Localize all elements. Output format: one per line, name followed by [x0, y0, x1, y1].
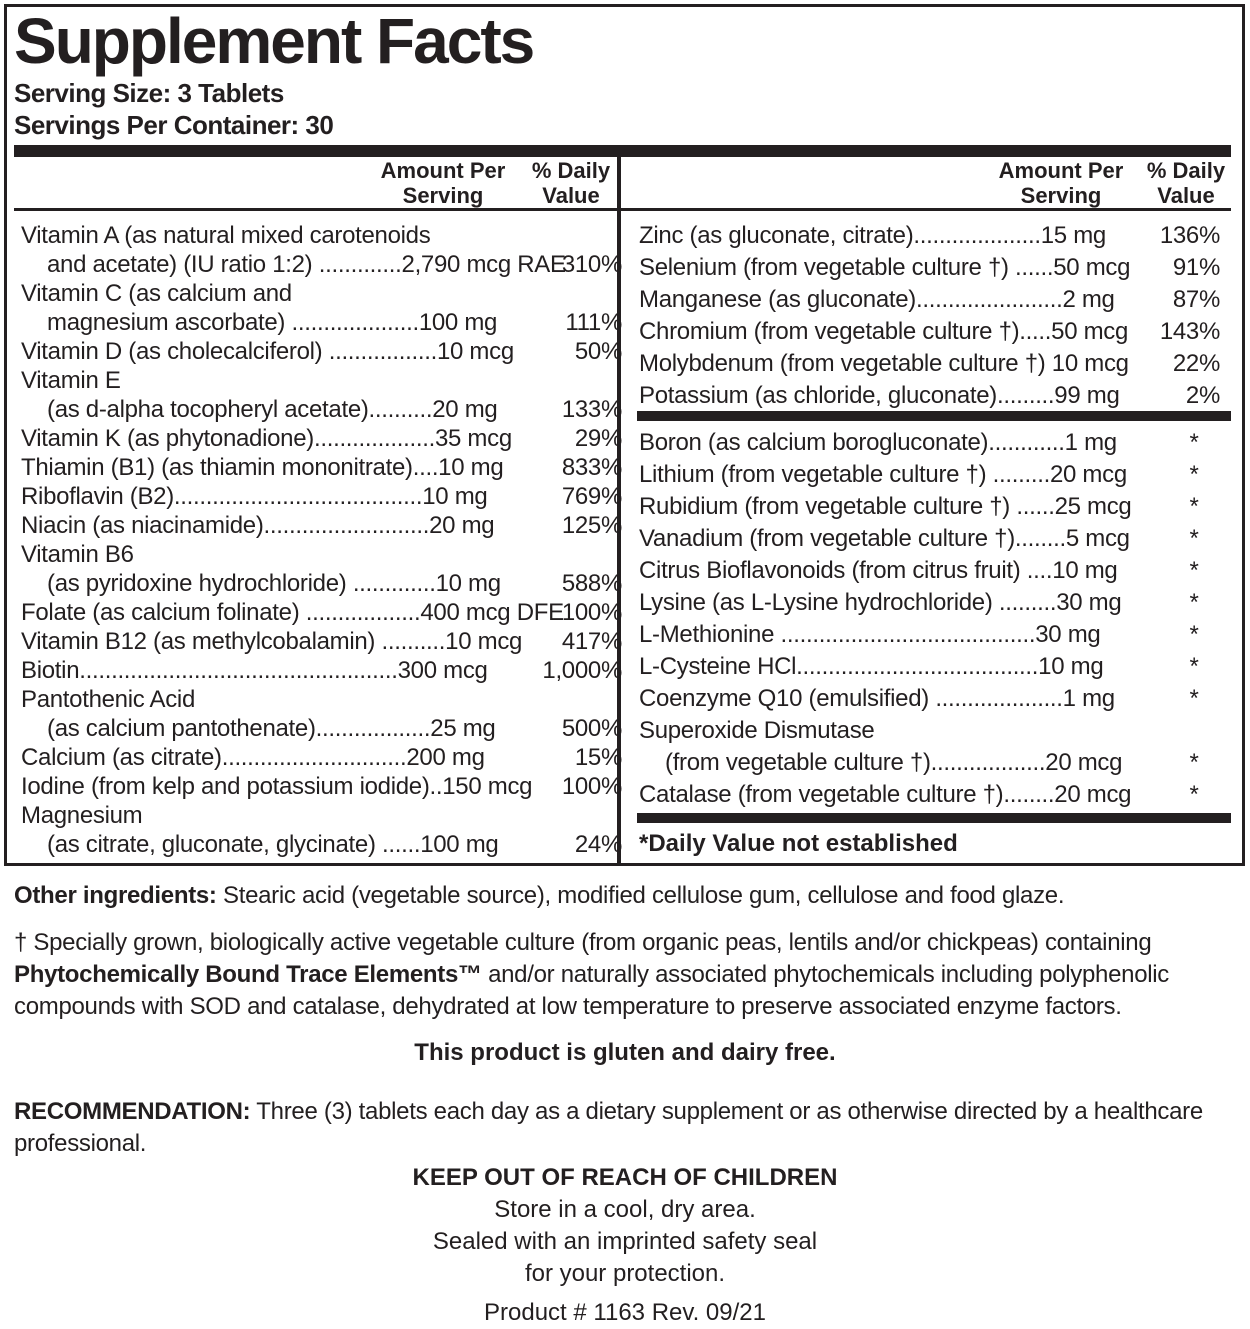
other-nutrient-daily-value: * — [1189, 653, 1199, 680]
left-nutrient-row — [21, 628, 622, 656]
other-nutrient-daily-value: * — [1189, 621, 1199, 648]
left-nutrient-name: Vitamin B12 (as methylcobalamin) ..........10 mcg — [21, 628, 523, 655]
right-mid-rule — [637, 411, 1231, 421]
other-nutrient-daily-value: * — [1189, 781, 1199, 808]
other-nutrient-daily-value: * — [1189, 685, 1199, 712]
other-nutrient-daily-value: * — [1189, 493, 1199, 520]
left-nutrient-name: Riboflavin (B2).......................................10 mg — [21, 483, 488, 510]
other-nutrient-name: Boron (as calcium borogluconate)............1 mg — [639, 429, 1117, 456]
left-nutrient-daily-value: 100% — [561, 599, 622, 626]
other-nutrient-row — [639, 525, 1229, 553]
left-nutrient-row — [21, 657, 622, 685]
left-nutrient-row — [21, 454, 622, 482]
other-nutrient-name: Coenzyme Q10 (emulsified) ....................1 mg — [639, 685, 1115, 712]
other-nutrient-daily-value: * — [1189, 589, 1199, 616]
servings-per-container: Servings Per Container: 30 — [14, 110, 334, 140]
left-nutrient-daily-value: 29% — [574, 425, 622, 452]
other-nutrient-row — [639, 621, 1229, 649]
serving-size: Serving Size: 3 Tablets — [14, 78, 284, 108]
other-ingredients-text: Stearic acid (vegetable source), modified cellulose gum, cellulose and food glaze. — [216, 882, 1065, 909]
left-nutrient-name: Vitamin E — [21, 367, 121, 394]
left-nutrient-daily-value: 500% — [561, 715, 622, 742]
left-nutrient-row — [21, 686, 622, 742]
left-dv-header: % Daily Value — [531, 158, 611, 208]
daily-value-note: *Daily Value not established — [639, 830, 958, 857]
recommendation-text: Three (3) tablets each day as a dietary supplement or as otherwise directed by a healthcare professional. — [14, 1098, 1203, 1157]
other-nutrient-row — [639, 429, 1229, 457]
left-nutrient-row — [21, 280, 622, 336]
other-nutrient-row — [639, 589, 1229, 617]
other-nutrient-daily-value: * — [1189, 525, 1199, 552]
right-nutrient-row — [639, 382, 1229, 410]
left-nutrient-daily-value: 100% — [561, 773, 622, 800]
other-nutrient-name: Superoxide Dismutase — [639, 717, 875, 744]
other-nutrient-name: Vanadium (from vegetable culture †)........5 mcg — [639, 525, 1130, 552]
other-ingredients-label: Other ingredients: — [14, 882, 217, 909]
other-nutrient-row — [639, 781, 1229, 809]
left-nutrient-name: Vitamin A (as natural mixed carotenoids — [21, 222, 431, 249]
panel-title: Supplement Facts — [14, 5, 534, 77]
left-nutrient-detail: (as citrate, gluconate, glycinate) ......100 mg — [47, 831, 499, 858]
other-nutrient-daily-value: * — [1189, 429, 1199, 456]
left-nutrient-row — [21, 222, 622, 278]
left-nutrient-detail: magnesium ascorbate) ....................100 mg — [47, 309, 498, 336]
gluten-dairy-free-note: This product is gluten and dairy free. — [414, 1039, 836, 1066]
right-nutrient-name: Manganese (as gluconate).......................2 mg — [639, 286, 1115, 313]
left-amount-header: Amount Per Serving — [380, 158, 506, 208]
other-nutrient-name: Citrus Bioflavonoids (from citrus fruit) ....10 mg — [639, 557, 1118, 584]
right-nutrient-daily-value: 91% — [1172, 254, 1220, 281]
dagger-footnote-part2: and/or naturally associated phytochemicals including polyphenolic compounds with SOD and catalase, dehydrated at low temperature to preserve associated enzyme factors. — [14, 961, 1170, 1020]
left-nutrient-detail: (as calcium pantothenate)..................25 mg — [47, 715, 496, 742]
left-nutrient-name: Vitamin C (as calcium and — [21, 280, 292, 307]
right-bottom-rule — [637, 813, 1231, 823]
left-nutrient-daily-value: 417% — [561, 628, 622, 655]
dagger-footnote — [14, 927, 1239, 1023]
other-nutrient-detail: (from vegetable culture †)..................20 mcg — [665, 749, 1123, 776]
right-amount-header: Amount Per Serving — [998, 158, 1124, 208]
left-nutrient-row — [21, 483, 622, 511]
right-dv-header: % Daily Value — [1146, 158, 1226, 208]
left-nutrient-name: Thiamin (B1) (as thiamin mononitrate)....10 mg — [21, 454, 504, 481]
left-nutrient-detail: and acetate) (IU ratio 1:2) .............2,790 mcg RAE — [47, 251, 566, 278]
storage-line-2: Sealed with an imprinted safety seal — [432, 1228, 818, 1255]
left-nutrient-daily-value: 24% — [574, 831, 622, 858]
left-nutrient-name: Iodine (from kelp and potassium iodide)..150 mcg — [21, 773, 533, 800]
right-nutrient-daily-value: 143% — [1159, 318, 1220, 345]
other-nutrient-row — [639, 653, 1229, 681]
other-ingredients — [14, 880, 1239, 912]
storage-line-1: Store in a cool, dry area. — [494, 1196, 756, 1223]
left-nutrient-daily-value: 833% — [561, 454, 622, 481]
recommendation — [14, 1096, 1239, 1160]
other-nutrient-row — [639, 461, 1229, 489]
right-nutrient-row — [639, 350, 1229, 378]
other-nutrient-name: Lithium (from vegetable culture †) .........20 mcg — [639, 461, 1127, 488]
left-nutrient-daily-value: 769% — [561, 483, 622, 510]
right-nutrient-row — [639, 286, 1229, 314]
left-nutrient-name: Biotin..................................................300 mcg — [21, 657, 488, 684]
left-nutrient-name: Vitamin B6 — [21, 541, 134, 568]
other-nutrient-name: Rubidium (from vegetable culture †) ......25 mcg — [639, 493, 1132, 520]
left-nutrient-daily-value: 588% — [561, 570, 622, 597]
left-nutrient-row — [21, 541, 622, 597]
other-nutrient-daily-value: * — [1189, 461, 1199, 488]
left-nutrient-daily-value: 15% — [574, 744, 622, 771]
right-nutrient-name: Zinc (as gluconate, citrate)....................15 mg — [639, 222, 1106, 249]
right-nutrient-daily-value: 22% — [1172, 350, 1220, 377]
left-nutrient-row — [21, 773, 622, 801]
left-nutrient-daily-value: 1,000% — [542, 657, 622, 684]
other-nutrient-name: Catalase (from vegetable culture †)........20 mcg — [639, 781, 1132, 808]
right-header-rule — [621, 208, 1231, 211]
other-nutrient-row — [639, 557, 1229, 585]
left-nutrient-row — [21, 599, 622, 627]
left-nutrient-detail: (as pyridoxine hydrochloride) .............10 mg — [47, 570, 501, 597]
recommendation-label: RECOMMENDATION: — [14, 1098, 251, 1125]
right-nutrient-daily-value: 136% — [1159, 222, 1220, 249]
right-nutrient-row — [639, 318, 1229, 346]
right-nutrient-daily-value: 2% — [1185, 382, 1220, 409]
left-nutrient-name: Vitamin K (as phytonadione)...................35 mcg — [21, 425, 512, 452]
left-nutrient-row — [21, 367, 622, 423]
dagger-footnote-bold: Phytochemically Bound Trace Elements™ — [14, 961, 482, 988]
left-nutrient-row — [21, 802, 622, 858]
other-nutrient-name: Lysine (as L-Lysine hydrochloride) .........30 mg — [639, 589, 1122, 616]
right-nutrient-name: Selenium (from vegetable culture †) ......50 mcg — [639, 254, 1131, 281]
left-nutrient-name: Calcium (as citrate).............................200 mg — [21, 744, 485, 771]
other-nutrient-daily-value: * — [1189, 749, 1199, 776]
left-nutrient-name: Niacin (as niacinamide)..........................20 mg — [21, 512, 495, 539]
other-nutrient-row — [639, 685, 1229, 713]
left-nutrient-row — [21, 744, 622, 772]
left-nutrient-row — [21, 338, 622, 366]
left-nutrient-row — [21, 425, 622, 453]
left-nutrient-row — [21, 512, 622, 540]
header-thick-rule — [14, 145, 1231, 157]
other-nutrient-name: L-Methionine ........................................30 mg — [639, 621, 1101, 648]
left-nutrient-detail: (as d-alpha tocopheryl acetate)..........20 mg — [47, 396, 498, 423]
left-header-rule — [14, 208, 617, 211]
left-nutrient-daily-value: 111% — [565, 309, 622, 336]
right-nutrient-name: Potassium (as chloride, gluconate).........99 mg — [639, 382, 1120, 409]
left-nutrient-daily-value: 133% — [561, 396, 622, 423]
dagger-footnote-part1: † Specially grown, biologically active vegetable culture (from organic peas, lentils and/or chickpeas) containing — [14, 929, 1152, 956]
storage-line-3: for your protection. — [524, 1260, 726, 1287]
other-nutrient-row — [639, 493, 1229, 521]
right-nutrient-name: Chromium (from vegetable culture †).....50 mcg — [639, 318, 1129, 345]
left-nutrient-name: Vitamin D (as cholecalciferol) .................10 mcg — [21, 338, 514, 365]
other-nutrient-row — [639, 717, 1229, 776]
left-nutrient-daily-value: 310% — [561, 251, 622, 278]
left-nutrient-name: Folate (as calcium folinate) ..................400 mcg DFE — [21, 599, 564, 626]
right-nutrient-row — [639, 222, 1229, 250]
right-nutrient-name: Molybdenum (from vegetable culture †) 10 mcg — [639, 350, 1129, 377]
left-nutrient-name: Pantothenic Acid — [21, 686, 195, 713]
children-warning: KEEP OUT OF REACH OF CHILDREN — [412, 1164, 838, 1191]
right-nutrient-daily-value: 87% — [1172, 286, 1220, 313]
right-nutrient-row — [639, 254, 1229, 282]
other-nutrient-name: L-Cysteine HCl......................................10 mg — [639, 653, 1104, 680]
product-number: Product # 1163 Rev. 09/21 — [484, 1299, 766, 1326]
left-nutrient-daily-value: 125% — [561, 512, 622, 539]
left-nutrient-daily-value: 50% — [574, 338, 622, 365]
left-nutrient-name: Magnesium — [21, 802, 143, 829]
other-nutrient-daily-value: * — [1189, 557, 1199, 584]
